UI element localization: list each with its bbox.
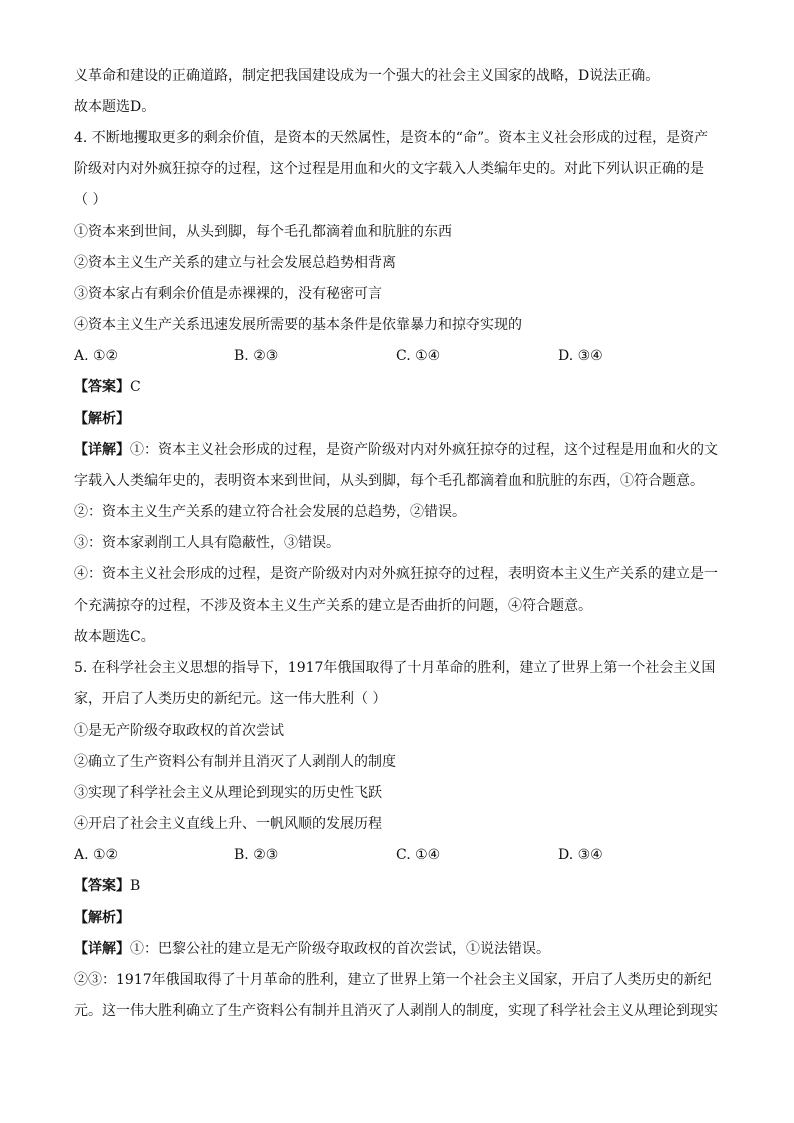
- q4-item-4: ④资本主义生产关系迅速发展所需要的基本条件是依靠暴力和掠夺实现的: [74, 317, 522, 333]
- q4-answer-value: C: [130, 379, 141, 395]
- intro-conclusion: 故本题选D。: [74, 99, 156, 115]
- q4-item-3: ③资本家占有剩余价值是赤裸裸的，没有秘密可言: [74, 286, 382, 302]
- q4-stem-bracket: （ ）: [74, 192, 107, 208]
- q4-detail-6: 个充满掠夺的过程，不涉及资本主义生产关系的建立是否曲折的问题，④符合题意。: [74, 598, 592, 614]
- q4-option-d: D. ③④: [558, 348, 603, 364]
- q5-option-b: B. ②③: [234, 847, 279, 863]
- q5-options: [74, 845, 720, 865]
- q4-answer-tag: 【答案】: [74, 379, 130, 395]
- q5-analysis-tag: 【解析】: [74, 910, 130, 926]
- q4-item-2: ②资本主义生产关系的建立与社会发展总趋势相背离: [74, 255, 396, 271]
- intro-line-1: 义革命和建设的正确道路，制定把我国建设成为一个强大的社会主义国家的战略，D说法正确。: [74, 68, 660, 84]
- q5-answer: [74, 876, 720, 896]
- q5-detail-2: ②③：1917年俄国取得了十月革命的胜利，建立了世界上第一个社会主义国家，开启了人类历史的新纪: [74, 972, 712, 988]
- q4-option-c: C. ①④: [396, 348, 441, 364]
- q5-option-c: C. ①④: [396, 847, 441, 863]
- q4-detail-2: 字载入人类编年史的，表明资本来到世间，从头到脚，每个毛孔都滴着血和肮脏的东西，①符合题意。: [74, 473, 704, 489]
- q4-detail-4: ③：资本家剥削工人具有隐蔽性，③错误。: [74, 535, 340, 551]
- q4-option-b: B. ②③: [234, 348, 279, 364]
- q4-detail-tag: 【详解】: [74, 442, 130, 458]
- q4-answer: [74, 377, 720, 397]
- q5-item-1: ①是无产阶级夺取政权的首次尝试: [74, 723, 284, 739]
- q4-detail-3: ②：资本主义生产关系的建立符合社会发展的总趋势，②错误。: [74, 504, 466, 520]
- q4-analysis-tag: 【解析】: [74, 411, 130, 427]
- q4-options: [74, 346, 720, 366]
- q5-answer-value: B: [130, 878, 141, 894]
- q5-stem-line-1: 5. 在科学社会主义思想的指导下，1917年俄国取得了十月革命的胜利，建立了世界上第一个社会主义国: [74, 660, 716, 676]
- q5-detail-tag: 【详解】: [74, 941, 130, 957]
- q5-item-2: ②确立了生产资料公有制并且消灭了人剥削人的制度: [74, 754, 396, 770]
- q4-item-1: ①资本来到世间，从头到脚，每个毛孔都滴着血和肮脏的东西: [74, 224, 452, 240]
- q5-option-a: A. ①②: [74, 847, 119, 863]
- q5-answer-tag: 【答案】: [74, 878, 130, 894]
- q4-detail-5: ④：资本主义社会形成的过程，是资产阶级对内对外疯狂掠夺的过程，表明资本主义生产关系的建立是一: [74, 566, 718, 582]
- q5-detail-1: 【详解】①：巴黎公社的建立是无产阶级夺取政权的首次尝试，①说法错误。: [74, 941, 550, 957]
- q4-stem-line-1: 4. 不断地攫取更多的剩余价值，是资本的天然属性，是资本的“命”。资本主义社会形成的过程，是资产: [74, 130, 709, 146]
- q4-detail-1: 【详解】①：资本主义社会形成的过程，是资产阶级对内对外疯狂掠夺的过程，这个过程是用血和火的文: [74, 442, 718, 458]
- q5-item-3: ③实现了科学社会主义从理论到现实的历史性飞跃: [74, 785, 382, 801]
- q5-detail-3: 元。这一伟大胜利确立了生产资料公有制并且消灭了人剥削人的制度，实现了科学社会主义从理论到现实: [74, 1003, 718, 1019]
- q5-item-4: ④开启了社会主义直线上升、一帆风顺的发展历程: [74, 816, 382, 832]
- q4-option-a: A. ①②: [74, 348, 119, 364]
- q4-stem-line-2: 阶级对内对外疯狂掠夺的过程，这个过程是用血和火的文字载入人类编年史的。对此下列认识正确的是: [74, 161, 704, 177]
- q4-conclusion: 故本题选C。: [74, 629, 155, 645]
- q5-stem-line-2: 家，开启了人类历史的新纪元。这一伟大胜利（ ）: [74, 691, 387, 707]
- q5-option-d: D. ③④: [558, 847, 603, 863]
